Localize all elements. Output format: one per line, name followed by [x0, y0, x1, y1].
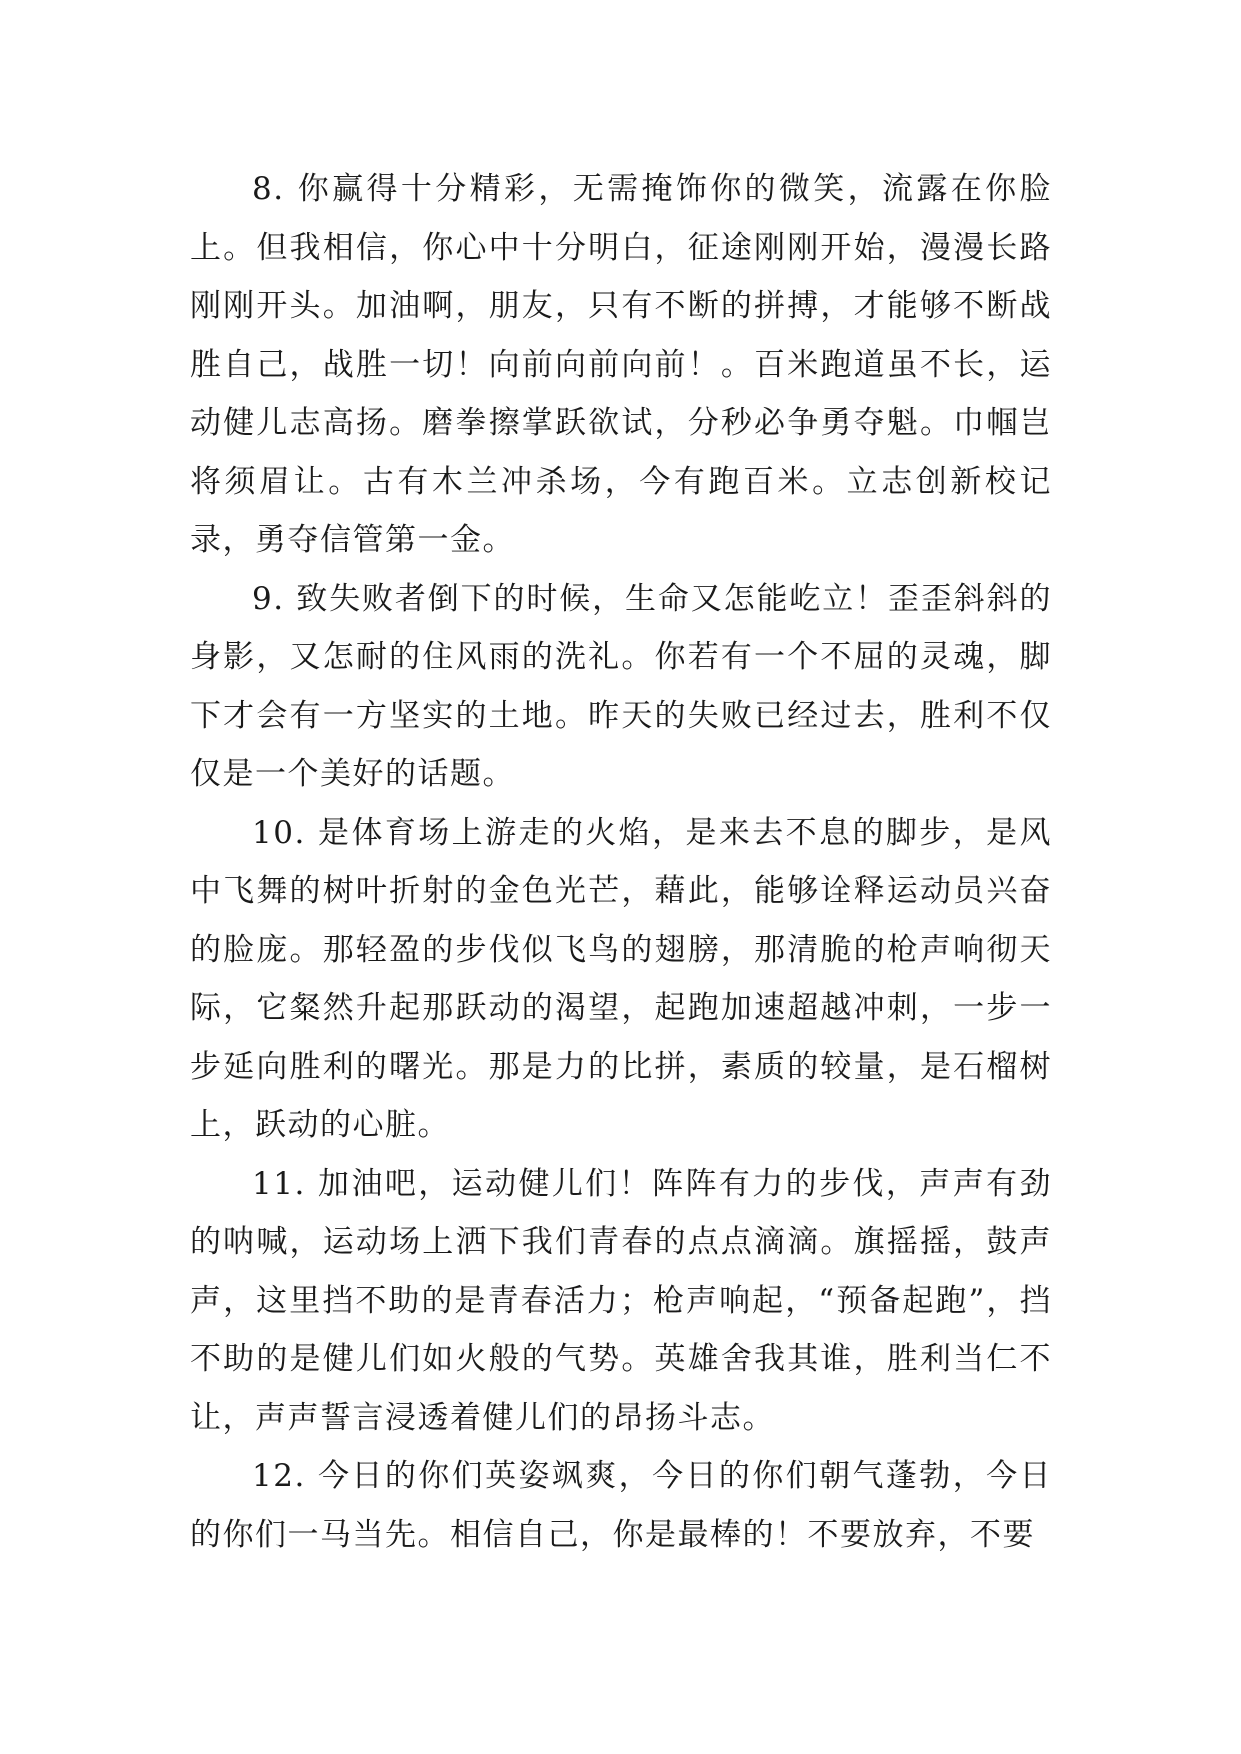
paragraph-8: 8. 你赢得十分精彩，无需掩饰你的微笑，流露在你脸上。但我相信，你心中十分明白，征途刚刚开始，漫漫长路刚刚开头。加油啊，朋友，只有不断的拼搏，才能够不断战胜自己，战胜一切！向前向前向前！。百米跑道虽不长，运动健儿志高扬。磨拳擦掌跃欲试，分秒必争勇夺魁。巾帼岂将须眉让。古有木兰冲杀场，今有跑百米。立志创新校记录，勇夺信管第一金。	[190, 171, 1052, 558]
document-body	[190, 160, 1052, 1564]
paragraph-11: 11. 加油吧，运动健儿们！阵阵有力的步伐，声声有劲的呐喊，运动场上洒下我们青春的点点滴滴。旗摇摇，鼓声声，这里挡不助的是青春活力；枪声响起，“预备起跑”，挡不助的是健儿们如火般的气势。英雄舍我其谁，胜利当仁不让，声声誓言浸透着健儿们的昂扬斗志。	[190, 1165, 1052, 1436]
paragraph-12: 12. 今日的你们英姿飒爽，今日的你们朝气蓬勃，今日的你们一马当先。相信自己，你是最棒的！不要放弃，不要	[190, 1458, 1052, 1553]
paragraph-9: 9. 致失败者倒下的时候，生命又怎能屹立！歪歪斜斜的身影，又怎耐的住风雨的洗礼。你若有一个不屈的灵魂，脚下才会有一方坚实的土地。昨天的失败已经过去，胜利不仅仅是一个美好的话题。	[190, 580, 1052, 792]
paragraph-10: 10. 是体育场上游走的火焰，是来去不息的脚步，是风中飞舞的树叶折射的金色光芒，藉此，能够诠释运动员兴奋的脸庞。那轻盈的步伐似飞鸟的翅膀，那清脆的枪声响彻天际，它粲然升起那跃动的渴望，起跑加速超越冲刺，一步一步延向胜利的曙光。那是力的比拼，素质的较量，是石榴树上，跃动的心脏。	[190, 814, 1052, 1143]
